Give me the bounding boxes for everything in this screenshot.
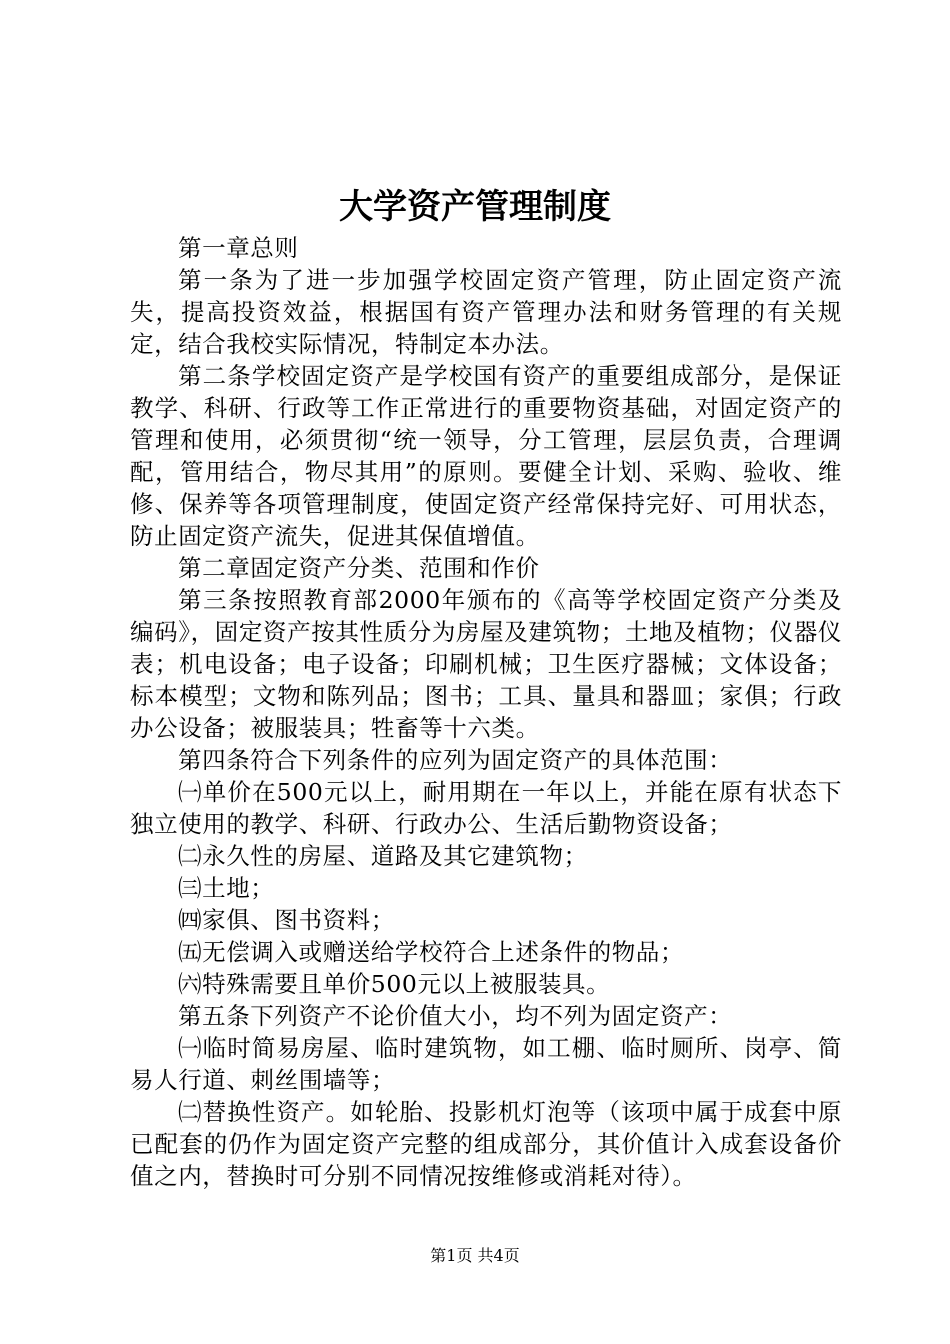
list-item: ㈥特殊需要且单价500元以上被服装具。 [178,970,611,998]
list-item: ㈠单价在500元以上，耐用期在一年以上，并能在原有状态下独立使用的教学、科研、行政办公、生活后勤物资设备； [130,778,842,838]
article-paragraph: 第一条为了进一步加强学校固定资产管理，防止固定资产流失，提高投资效益，根据国有资产管理办法和财务管理的有关规定，结合我校实际情况，特制定本办法。 [130,266,842,358]
document-title: 大学资产管理制度 [339,187,611,227]
article-paragraph: 第五条下列资产不论价值大小，均不列为固定资产： [178,1002,733,1030]
list-item: ㈡永久性的房屋、道路及其它建筑物； [178,842,588,870]
chapter-heading: 第二章固定资产分类、范围和作价 [178,554,540,582]
list-item: ㈡替换性资产。如轮胎、投影机灯泡等（该项中属于成套中原已配套的仍作为固定资产完整的组成部分，其价值计入成套设备价值之内，替换时可分别不同情况按维修或消耗对待）。 [130,1098,842,1190]
article-paragraph: 第三条按照教育部2000年颁布的《高等学校固定资产分类及编码》，固定资产按其性质分为房屋及建筑物；土地及植物；仪器仪表；机电设备；电子设备；印刷机械；卫生医疗器械；文体设备；标本模型；文物和陈列品；图书；工具、量具和器皿；家俱；行政办公设备；被服装具；牲畜等十六类。 [130,586,842,742]
list-item: ㈠临时简易房屋、临时建筑物，如工棚、临时厕所、岗亭、简易人行道、刺丝围墙等； [130,1034,842,1094]
list-item: ㈢土地； [178,874,275,902]
chapter-heading: 第一章总则 [178,234,299,262]
article-paragraph: 第二条学校固定资产是学校国有资产的重要组成部分，是保证教学、科研、行政等工作正常进行的重要物资基础，对固定资产的管理和使用，必须贯彻“统一领导，分工管理，层层负责，合理调配，管用结合，物尽其用”的原则。要健全计划、采购、验收、维修、保养等各项管理制度，使固定资产经常保持完好、可用状态，防止固定资产流失，促进其保值增值。 [130,362,842,550]
list-item: ㈣家俱、图书资料； [178,906,395,934]
list-item: ㈤无偿调入或赠送给学校符合上述条件的物品； [178,938,685,966]
article-paragraph: 第四条符合下列条件的应列为固定资产的具体范围： [178,746,733,774]
page-number: 第1页 共4页 [430,1246,520,1265]
document-body [130,232,842,1192]
